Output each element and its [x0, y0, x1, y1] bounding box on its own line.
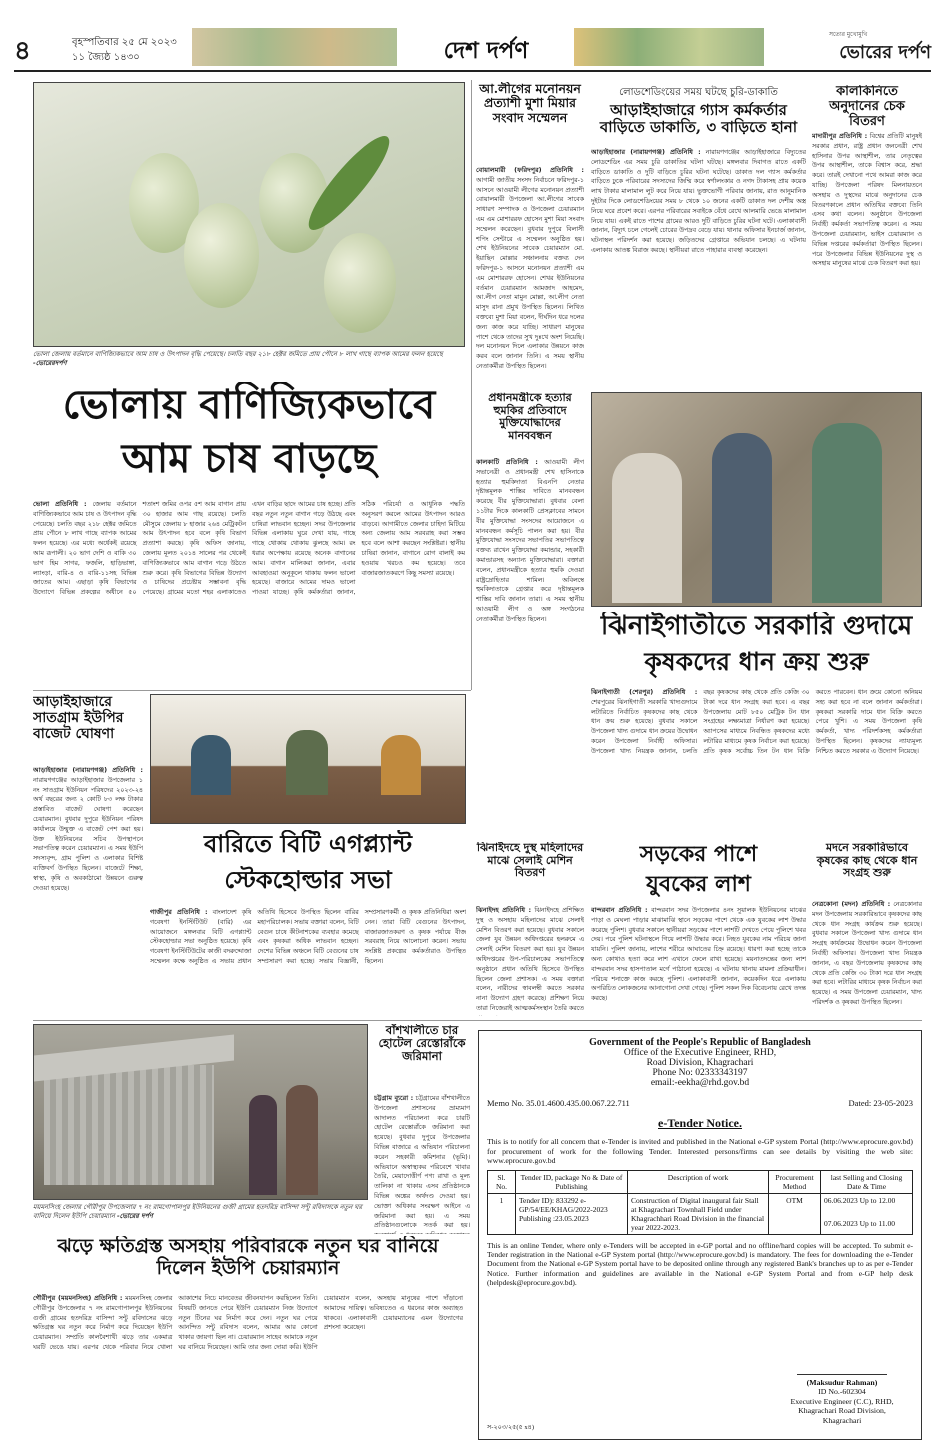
budget-body	[33, 766, 143, 1016]
page-number: ৪	[14, 36, 31, 66]
section-title: দেশ দর্পণ	[443, 37, 529, 64]
tender-division-line: Road Division, Khagrachari	[646, 1058, 754, 1068]
tender-notes: This is an online Tender, where only e-Tenders will be accepted in e-GP portal and no offline/hard copies will be accepted. To submit e-Tender registration in the National e-GP System portal (http://www.eprocure.gov.bd) is mandatory. The fees for downloading the e-Tender Document from the National e-GP System portal have to be deposited online through any registered Bank's branches up to as per e-Tender Notice. Further information and guidelines are available in the National e-GP System Portal and from e-GP help desk (helpdesk@eprocure.gov.bd).	[487, 1240, 913, 1288]
gas-dateline: আড়াইহাজার (নারায়ণগঞ্জ) প্রতিনিধি :	[591, 148, 701, 156]
madan-body-text: নেত্রকোনার মদন উপজেলায় সরকারিভাবে কৃষকদের কাছ থেকে ধান সংগ্রহ কার্যক্রম শুরু হয়েছে। বুধবার সকালে উপজেলা খাদ্য গুদামে ধান সংগ্রহ কার্যক্রমের উদ্বোধন করেন উপজেলা নির্বাহী অফিসার। উপজেলা খাদ্য নিয়ন্ত্রক জানান, এ বছর উপজেলায় কৃষকদের কাছ থেকে প্রতি কেজি ৩০ টাকা দরে ধান সংগ্রহ করা হবে। লটারির মাধ্যমে কৃষক নির্বাচন করা হয়েছে। এ সময় উপজেলা চেয়ারম্যান, খাদ্য পরিদর্শক ও কৃষকরা উপস্থিত ছিলেন।	[812, 901, 922, 1006]
storm-headline: ঝড়ে ক্ষতিগ্রস্ত অসহায় পরিবারকে নতুন ঘর বানিয়ে দিলেন ইউপি চেয়ারম্যান	[57, 1236, 439, 1279]
kalkini-body-text: বিশ্বের প্রতিটি মানুষই সরকার প্রধান, রাষ্ট্র প্রধান জননেত্রী শেখ হাসিনার উপর আস্থাশীল, তার নেতৃত্বের উপর আস্থাশীল, তাকে বিশ্বাস করে, শ্রদ্ধা করে। তারই দেখানো পথে আমরা কাজ করে যাচ্ছি। উপজেলা পরিষদ মিলনায়তনে অসহায় ও দুস্থদের মাঝে অনুদানের চেক বিতরণকালে প্রধান অতিথির বক্তব্যে তিনি এসব কথা বলেন। অনুষ্ঠানে উপজেলা নির্বাহী কর্মকর্তা সভাপতিত্ব করেন। এ সময় উপজেলা চেয়ারম্যান, ভাইস চেয়ারম্যান ও বিভিন্ন দপ্তরের কর্মকর্তারা উপস্থিত ছিলেন। পরে উপজেলার বিভিন্ন ইউনিয়নের দুস্থ ও অসহায় মানুষের মাঝে চেক বিতরণ করা হয়।	[812, 133, 922, 268]
jhenaidah-headline: ঝিনাইদহে দুস্থ মহিলাদের মাঝে সেলাই মেশিন বিতরণ	[476, 842, 584, 880]
tender-title: e-Tender Notice.	[658, 1116, 742, 1130]
bt-headline-1: বারিতে বিটি এগপ্ল্যান্ট	[203, 830, 413, 858]
mango-caption	[33, 350, 465, 370]
kalkini-body	[812, 132, 922, 388]
awami-dateline: বোয়ালমারী (ফরিদপুর) প্রতিনিধি :	[476, 166, 584, 174]
budget-headline: আড়াইহাজারে সাতগ্রাম ইউপির বাজেট ঘোষণা	[33, 694, 124, 743]
body-found-dateline: বান্দরবান প্রতিনিধি :	[591, 906, 648, 914]
th-tender: Tender ID, package No & Date of Publishing	[516, 1170, 628, 1193]
tender-intro: This is to notify for all concern that e-Tender is invited and published in the National e-GP system Portal (http://www.eprocure.gov.bd) for procurement of work for the following Tender. Interested persons/firms can see details by visiting the web site: www.eprocure.gov.bd	[487, 1137, 913, 1165]
th-method: Procurement Method	[769, 1170, 821, 1193]
house-caption-text: ময়মনসিংহ জেলার গৌরীপুর উপজেলার ৭ নং রামগোপালপুর ইউনিয়নের গুজী গ্রামের হতদরিদ্র বাসিন্দা সন্টু রবিদাসকে নতুন ঘর বানিয়ে দিলেন ইউপি চেয়ারম্যান	[33, 1203, 363, 1220]
header-date-1: বৃহস্পতিবার ২৫ মে ২০২৩	[72, 37, 177, 48]
pm-threat-dateline: কালকাটি প্রতিনিধি :	[476, 458, 538, 466]
tender-notice	[478, 1030, 922, 1440]
jhenaigati-body	[591, 688, 922, 836]
mango-body-text: জেলায় বর্তমানে বাণিজ্যিকভাবে আম চাষ ও উৎপাদন বৃদ্ধি পেয়েছে। চলতি বছর ২১৮ হেক্টর জমিতে প্রায় পৌনে ৮ লাখ গাছে ব্যাপক আমের ফলন হয়েছে। এর মধ্যে অর্ধেকই রয়েছে আম রূপালী। ২০ ভাগ দেশি ও বাকি ৩০ ভাগ হিম সাগর, ফজলি, হাড়িভাঙ্গা, ল্যাংড়া, বারি-৪ ও বারি-১১সহ বিভিন্ন জাতের আম। এছাড়া কৃষি বিভাগের উদ্যোগে বিভিন্ন প্রকল্পের অধীনে ৫০ শতাংশ জমির ওপর ৫শ আম বাগান প্রায় ৩০ হাজার আম গাছ রয়েছে। চলতি মৌসুমে জেলায় ৮ হাজার ২৬৪ মেট্রিকটন আম উৎপাদন হবে বলে কৃষি বিভাগ প্রত্যাশা করছে। কৃষি অফিস জানায়, জেলায় মূলত ২০১৪ সালের পর থেকেই বাণিজ্যিকভাবে আম বাগান গড়ে উঠতে শুরু করে। কৃষি বিভাগের বিভিন্ন উদ্যোগ ও চাষিদের প্রচেষ্টায় সম্ভাবনা বৃদ্ধি পেয়েছে। গ্রামের মতো শহর এলাকাতেও এখন বাড়ির ছাদে আমের চাষ হচ্ছে। প্রতি বছর নতুন নতুন বাগান গড়ে উঠছে এবং চাষিরা লাভবান হচ্ছেন। সদর উপজেলার বিভিন্ন এলাকায় ঘুরে দেখা যায়, গাছে গাছে থোকায় থোকায় ঝুলছে আম। রং ধরার অপেক্ষায় রয়েছে অনেক বাগানের আম। বাগান মালিকরা জানান, এবার আবহাওয়া অনুকূলে থাকায় ফলন ভালো হয়েছে। বাজারে আমের দামও ভালো পাওয়া যাচ্ছে। কৃষি কর্মকর্তারা জানান, সঠিক পরিচর্যা ও আধুনিক পদ্ধতি অনুসরণ করলে আমের উৎপাদন আরও বাড়বে। আগামীতে জেলার চাহিদা মিটিয়ে অন্য জেলায় আম সরবরাহ করা সম্ভব হবে বলে আশা করছেন সংশ্লিষ্টরা। স্থানীয় চাষিরা জানান, বাগানে রোগ বালাই কম হওয়ায় খরচও কম হয়েছে। তবে বাজারজাতকরণে কিছু সমস্যা রয়েছে।	[33, 501, 465, 597]
gas-body	[591, 148, 806, 388]
cell-tender: Tender ID): 833292 e-GP/54/EE/KHAG/2022-2023 Publishing :23.05.2023	[516, 1193, 628, 1234]
madan-dateline: নেত্রকোনা (মদন) প্রতিনিধি :	[812, 900, 891, 908]
kalkini-dateline: মাদারীপুর প্রতিনিধি :	[812, 132, 868, 140]
cell-date-2: 07.06.2023 Up to 11.00	[824, 1218, 895, 1228]
storm-dateline: গৌরীপুর (ময়মনসিংহ) প্রতিনিধি :	[33, 1294, 123, 1302]
awami-headline: আ.লীগের মনোনয়ন প্রত্যাশী মুশা মিয়ার সংবাদ সম্মেলন	[479, 82, 581, 125]
tender-signature	[777, 1363, 907, 1426]
sig-id: ID No.-602304	[818, 1387, 866, 1396]
tender-memo: Memo No. 35.01.4600.435.00.067.22.711	[487, 1098, 630, 1108]
paper-tagline: সত্যের মুখোমুখি	[829, 31, 868, 38]
header-date-2: ১১ জ্যৈষ্ঠ ১৪৩০	[72, 52, 140, 63]
sig-office: Khagrachari Road Division,	[798, 1406, 886, 1415]
storm-body	[33, 1294, 463, 1434]
bashkhali-dateline: চট্টগ্রাম ব্যুরো :	[374, 1094, 414, 1102]
tender-date: Dated: 23-05-2023	[848, 1098, 913, 1108]
mango-caption-text: ভোলা জেলায় বর্তমানে বাণিজ্যিকভাবে আম চাষ ও উৎপাদন বৃদ্ধি পেয়েছে। চলতি বছর ২১৮ হেক্টর জমিতে প্রায় পৌনে ৮ লাখ গাছে ব্যাপক আমের ফলন হয়েছে	[33, 350, 443, 358]
bashkhali-body	[374, 1094, 470, 1234]
table-row	[488, 1193, 913, 1234]
bt-dateline: গাজীপুর প্রতিনিধি :	[150, 908, 208, 916]
cell-date-1: 06.06.2023 Up to 12.00	[824, 1195, 896, 1205]
madan-body	[812, 900, 922, 1016]
th-dates: last Selling and Closing Date & Time	[821, 1170, 913, 1193]
ad-code: স-২০৩/২৫(৫ x৪)	[487, 1424, 535, 1431]
pm-threat-body-text: আওয়ামী লীগ সভানেত্রী ও প্রধানমন্ত্রী শেখ হাসিনাকে হত্যার হুমকিদাতা বিএনপি নেতার দৃষ্টান্তমূলক শাস্তির দাবিতে মানববন্ধন করেছে বীর মুক্তিযোদ্ধারা। বুধবার বেলা ১১টার দিকে কালকাটি প্রেসক্লাবের সামনে বীর মুক্তিযোদ্ধা সংসদের আয়োজনে এ মানববন্ধন কর্মসূচি পালন করা হয়। বীর মুক্তিযোদ্ধা সংসদের সভাপতির সভাপতিত্বে বক্তব্য রাখেন মুক্তিযোদ্ধা কমান্ডার, সহকারী কমান্ডারসহ অন্যান্য মুক্তিযোদ্ধারা। বক্তারা বলেন, প্রধানমন্ত্রীকে হত্যার হুমকি দেওয়া রাষ্ট্রদ্রোহিতার শামিল। অবিলম্বে হুমকিদাতাকে গ্রেপ্তার করে দৃষ্টান্তমূলক শাস্তির দাবি জানান তারা। এ সময় স্থানীয় আওয়ামী লীগ ও অঙ্গ সংগঠনের নেতাকর্মীরা উপস্থিত ছিলেন।	[476, 459, 584, 623]
gas-headline: আড়াইহাজারে গ্যাস কর্মকর্তার বাড়িতে ডাকাতি, ৩ বাড়িতে হানা	[599, 102, 798, 137]
body-found-text: বান্দরবান সদর উপজেলার ৪নং সুয়ালক ইউনিয়নের মাঝের পাড়া ও মেঘলা পাড়ার মাঝামাঝি স্থানে সড়কের পাশে থেকে এক যুবকের লাশ উদ্ধার করেছে পুলিশ। বুধবার সকালে স্থানীয়রা সড়কের পাশে লাশটি দেখতে পেয়ে পুলিশে খবর দেয়। পরে পুলিশ ঘটনাস্থলে গিয়ে লাশটি উদ্ধার করে। নিহত যুবকের নাম পরিচয় জানা যায়নি। পুলিশ জানায়, লাশের শরীরে আঘাতের চিহ্ন রয়েছে। ধারণা করা হচ্ছে তাকে অন্য কোথাও হত্যা করে লাশ এখানে ফেলে রাখা হয়েছে। ময়নাতদন্তের জন্য লাশ বান্দরবান সদর হাসপাতাল মর্গে পাঠানো হয়েছে। এ ঘটনায় থানায় মামলা প্রক্রিয়াধীন। পরিচয় শনাক্তে কাজ করছে পুলিশ। এলাকাবাসী জানান, কয়েকদিন ধরে এলাকায় অপরিচিত লোকজনের আনাগোনা দেখা গেছে। পুলিশ সকল দিক বিবেচনায় রেখে তদন্ত করছে।	[591, 907, 806, 1003]
house-caption-credit: -ভোরের দর্পণ	[116, 1212, 153, 1220]
meeting-photo	[150, 694, 466, 824]
jhenaigati-photo	[591, 392, 922, 607]
awami-body	[476, 166, 584, 388]
bt-body-text: বাংলাদেশ কৃষি গবেষণা ইনস্টিটিউট (বারি) এর আয়োজনে মঙ্গলবার বিটি এগপ্ল্যান্ট স্টেকহোল্ডার সভা অনুষ্ঠিত হয়েছে। কৃষি গবেষণা ইনস্টিটিউটের কাজী বদরুদ্দোজা সম্মেলন কক্ষে অনুষ্ঠিত এ সভায় প্রধান অতিথি হিসেবে উপস্থিত ছিলেন বারির মহাপরিচালক। সভায় বক্তারা বলেন, বিটি বেগুন চাষে কীটনাশকের ব্যবহার কমেছে এবং কৃষকরা অধিক লাভবান হচ্ছেন। দেশের বিভিন্ন অঞ্চলে বিটি বেগুনের চাষ সম্প্রসারণ করা হচ্ছে। সভায় বিজ্ঞানী, সম্প্রসারণকর্মী ও কৃষক প্রতিনিধিরা অংশ নেন। তারা বিটি বেগুনের উৎপাদন, বাজারজাতকরণ ও কৃষক পর্যায়ে বীজ সরবরাহ নিয়ে আলোচনা করেন। সভায় সংশ্লিষ্ট প্রকল্পের কর্মকর্তারাও উপস্থিত ছিলেন।	[150, 909, 466, 965]
budget-body-text: নারায়ণগঞ্জের আড়াইহাজার উপজেলার ১ নং সাতগ্রাম ইউনিয়ন পরিষদের ২০২৩-২৪ অর্থ বছরের জন্য ২ কোটি ৮৩ লক্ষ টাকার প্রস্তাবিত বাজেট ঘোষণা করেছেন চেয়ারম্যান। বুধবার দুপুরে ইউনিয়ন পরিষদ কার্যালয়ে উন্মুক্ত এ বাজেট পেশ করা হয়। উক্ত ইউনিয়নের সচিব উপস্থাপনে সভাপতিত্ব করেন চেয়ারম্যান। এ সময় ইউপি সদস্যবৃন্দ, গ্রাম পুলিশ ও এলাকার বিশিষ্ট ব্যক্তিবর্গ উপস্থিত ছিলেন। বাজেটে শিক্ষা, স্বাস্থ্য, কৃষি ও অবকাঠামো উন্নয়নে গুরুত্ব দেওয়া হয়েছে।	[33, 776, 143, 892]
jhenaigati-dateline: ঝিনাইগাতী (শেরপুর) প্রতিনিধি :	[591, 688, 698, 696]
body-found-body	[591, 906, 806, 1016]
cell-desc: Construction of Digital inaugural fair Stall at Khagrachari Townhall Field under Khagrachhari Road Division in the financial year 2022-2023.	[628, 1193, 769, 1234]
paper-logo: ভোরের দর্পণ	[839, 42, 931, 63]
th-sl: Sl. No.	[488, 1170, 516, 1193]
jhenaigati-headline-1: ঝিনাইগাতীতে সরকারি গুদামে	[600, 612, 913, 641]
tender-phone-line: Phone No: 02333343197	[652, 1068, 748, 1078]
sig-place: Khagrachari	[822, 1415, 862, 1425]
cell-sl: 1	[488, 1193, 516, 1234]
tender-table-header	[488, 1170, 913, 1193]
header-strip-left	[192, 28, 397, 66]
body-headline-2: যুবকের লাশ	[646, 872, 751, 897]
pm-threat-body	[476, 458, 584, 838]
gas-kicker: লোডশেডিংয়ের সময় ঘটছে চুরি-ডাকাতি	[619, 87, 778, 98]
tender-gov-line: Government of the People's Republic of Bangladesh	[589, 1037, 811, 1048]
sig-title: Executive Engineer (C.C), RHD,	[790, 1396, 894, 1406]
bashkhali-headline: বাঁশখালীতে চার হোটেল রেস্তোরাঁকে জরিমানা	[378, 1024, 466, 1064]
house-photo	[33, 1024, 368, 1200]
tender-table	[487, 1170, 913, 1235]
signature-mark	[797, 1363, 887, 1375]
kalkini-headline: কালকিনিতে অনুদানের চেক বিতরণ	[829, 85, 905, 129]
mango-headline-1: ভোলায় বাণিজ্যিকভাবে	[62, 382, 436, 428]
tender-office-line: Office of the Executive Engineer, RHD,	[623, 1048, 777, 1058]
budget-dateline: আড়াইহাজার (নারায়ণগঞ্জ) প্রতিনিধি :	[33, 766, 143, 774]
th-desc: Description of work	[628, 1170, 769, 1193]
jhenaidah-body-text: ঝিনাইদহে প্রশিক্ষিত দুস্থ ও অসহায় মহিলাদের মাঝে সেলাই মেশিন বিতরণ করা হয়েছে। বুধবার সকালে জেলা যুব উন্নয়ন অধিদপ্তরের হলরুমে এ সেলাই মেশিন বিতরণ করা হয়। যুব উন্নয়ন অধিদপ্তরের উপ-পরিচালকের সভাপতিত্বে অনুষ্ঠানে প্রধান অতিথি হিসেবে উপস্থিত ছিলেন জেলা প্রশাসক। এ সময় বক্তারা বলেন, নারীদের স্বাবলম্বী করতে সরকার নানা উদ্যোগ গ্রহণ করেছে। প্রশিক্ষণ নিয়ে তারা নিজেরাই আত্মকর্মসংস্থান তৈরি করতে	[476, 907, 584, 1012]
madan-headline: মদনে সরকারিভাবে কৃষকের কাছ থেকে ধান সংগ্রহ শুরু	[816, 842, 918, 880]
bt-body	[150, 908, 466, 1016]
bashkhali-body-text: চট্টগ্রামের বাঁশখালীতে উপজেলা প্রশাসনের ভ্রাম্যমাণ আদালত পরিচালনা করে চারটি হোটেল রেস্তোরাঁকে জরিমানা করা হয়েছে। বুধবার দুপুরে উপজেলার বিভিন্ন বাজারে এ অভিযান পরিচালনা করেন সহকারী কমিশনার (ভূমি)। অভিযানে অস্বাস্থ্যকর পরিবেশে খাবার তৈরি, মেয়াদোত্তীর্ণ পণ্য রাখা ও মূল্য তালিকা না থাকায় এসব প্রতিষ্ঠানকে বিভিন্ন অঙ্কের অর্থদণ্ড দেওয়া হয়। ভোক্তা অধিকার সংরক্ষণ আইনে এ জরিমানা করা হয়। এ সময় প্রতিষ্ঠানগুলোকে সতর্ক করা হয়।	[374, 1095, 470, 1230]
cell-dates	[821, 1193, 913, 1234]
sig-name: (Maksudur Rahman)	[806, 1377, 878, 1387]
storm-body-text: ময়মনসিংহ জেলার গৌরীপুর উপজেলার ৭ নং রামগোপালপুর ইউনিয়নের গুজী গ্রামের হতদরিদ্র বাসিন্দা সন্টু রবিদাসের ঝড়ে ক্ষতিগ্রস্ত ঘর নতুন করে নির্মাণ করে দিয়েছেন ইউপি চেয়ারম্যান। সম্প্রতি কালবৈশাখী ঝড়ে তার একমাত্র ঘরটি ভেঙে যায়। এরপর থেকে পরিবার নিয়ে খোলা আকাশের নিচে মানবেতর জীবনযাপন করছিলেন তিনি। বিষয়টি জানতে পেরে ইউপি চেয়ারম্যান নিজ উদ্যোগে নতুন টিনের ঘর নির্মাণ করে দেন। নতুন ঘর পেয়ে আনন্দিত সন্টু রবিদাস বলেন, আমার আর কোনো থাকার জায়গা ছিল না। চেয়ারম্যান সাহেব আমাকে নতুন ঘর বানিয়ে দিয়েছেন। আমি তার জন্য দোয়া করি। ইউপি চেয়ারম্যান বলেন, অসহায় মানুষের পাশে দাঁড়ানো আমাদের দায়িত্ব। ভবিষ্যতেও এ ধরনের কাজ অব্যাহত থাকবে। এলাকাবাসী চেয়ারম্যানের এমন উদ্যোগের প্রশংসা করেছেন।	[33, 1295, 463, 1351]
awami-body-text: আগামী জাতীয় সংসদ নির্বাচনে ফরিদপুর-১ আসনে আওয়ামী লীগের মনোনয়ন প্রত্যাশী বোয়ালমারী উপজেলা আ.লীগের সাবেক সাধারণ সম্পাদক ও উপজেলা চেয়ারম্যান এম এম মোশাররফ হোসেন মুশা মিয়া সংবাদ সম্মেলন করেছেন। বুধবার দুপুরে বিলাসী শপিং সেন্টারে এ সম্মেলন অনুষ্ঠিত হয়। শেখ ইউনিয়নের সাবেক চেয়ারম্যান মো. ইয়াছিন মোল্লার সঞ্চালনায় বক্তব্য দেন ফরিদপুর-১ আসনে মনোনয়ন প্রত্যাশী এম এম মোশাররফ হোসেন। শেখর ইউনিয়নের বর্তমান চেয়ারম্যান আমজাদ আহমেদ, আ.লীগ নেতা মামুন মোল্লা, আ.লীগ নেতা মাসুদ রানা প্রমুখ উপস্থিত ছিলেন। লিখিত বক্তব্যে মুশা মিয়া বলেন, দীর্ঘদিন ধরে দলের জন্য কাজ করে যাচ্ছি। সাধারণ মানুষের পাশে থেকে তাদের সুখ দুঃখে অংশ নিয়েছি। দল মনোনয়ন দিলে এলাকার উন্নয়নে কাজ করব বলে জানান তিনি। এ সময় স্থানীয় নেতাকর্মীরা উপস্থিত ছিলেন।	[476, 176, 584, 370]
jhenaidah-dateline: ঝিনাইদহ প্রতিনিধি :	[476, 906, 532, 914]
masthead	[14, 26, 931, 72]
mango-caption-credit: -ভোরেরদর্পণ	[33, 359, 67, 367]
header-strip-right	[574, 28, 764, 66]
house-caption	[33, 1203, 368, 1233]
cell-method: OTM	[769, 1193, 821, 1234]
tender-email-line: email:-eekha@rhd.gov.bd	[650, 1078, 750, 1088]
mango-photo	[33, 82, 465, 347]
bt-headline-2: স্টেকহোল্ডার সভা	[224, 866, 392, 894]
jhenaigati-headline-2: কৃষকদের ধান ক্রয় শুরু	[644, 648, 869, 676]
jhenaigati-body-text: শেরপুরের ঝিনাইগাতী সরকারি খাদ্যগুদামে লটারিতে নির্বাচিত কৃষকদের কাছ থেকে ধান ক্রয় শুরু হয়েছে। বুধবার সকালে উপজেলা খাদ্য গুদামে ধান ক্রয়ের উদ্বোধন করেন উপজেলা নির্বাহী অফিসার। উপজেলা খাদ্য নিয়ন্ত্রক জানান, চলতি বছর কৃষকদের কাছ থেকে প্রতি কেজি ৩০ টাকা দরে ধান সংগ্রহ করা হবে। এ বছর উপজেলায় মোট ৮৫০ মেট্রিক টন ধান সংগ্রহের লক্ষ্যমাত্রা নির্ধারণ করা হয়েছে। অ্যাপসের মাধ্যমে নিবন্ধিত কৃষকদের মধ্যে লটারির মাধ্যমে কৃষক নির্বাচন করা হয়েছে। প্রতি কৃষক সর্বোচ্চ তিন টন ধান বিক্রি করতে পারবেন। ধান ক্রয়ে কোনো অনিয়ম সহ্য করা হবে না বলে জানান কর্মকর্তারা। কৃষকরা সরকারি দামে ধান বিক্রি করতে পেরে খুশি। এ সময় উপজেলা কৃষি কর্মকর্তা, খাদ্য পরিদর্শকসহ কর্মকর্তারা উপস্থিত ছিলেন। কৃষকদের ন্যায্যমূল্য নিশ্চিত করতে সরকার এ উদ্যোগ নিয়েছে।	[591, 689, 922, 755]
jhenaidah-body	[476, 906, 584, 1016]
mango-dateline: ভোলা প্রতিনিধি :	[33, 500, 87, 508]
body-headline-1: সড়কের পাশে	[639, 842, 758, 867]
mango-headline-2: আম চাষ বাড়ছে	[121, 436, 377, 482]
pm-threat-headline: প্রধানমন্ত্রীকে হত্যার হুমকির প্রতিবাদে মুক্তিযোদ্ধাদের মানববন্ধন	[488, 392, 572, 442]
gas-body-text: নারায়ণগঞ্জের আড়াইহাজারে বিদ্যুতের লোডশেডিং এর সময় চুরি ডাকাতির ঘটনা ঘটছে। মঙ্গলবার দিবাগত রাতে একটি বাড়িতে ডাকাতি ও দুটি বাড়িতে চুরির ঘটনা ঘটেছে। ডাকাত দল গ্যাস কর্মকর্তার বাড়িতে ঢুকে পরিবারের সদস্যদের জিম্মি করে স্বর্ণালংকার ও নগদ টাকাসহ প্রায় কয়েক লাখ টাকার মালামাল লুট করে নিয়ে যায়। ভুক্তভোগী পরিবার জানায়, রাত আনুমানিক দুইটার দিকে লোডশেডিংয়ের সময় ৮ থেকে ১০ জনের একটি ডাকাত দল দেশীয় অস্ত্র নিয়ে ঘরে প্রবেশ করে। এরপর পরিবারের সবাইকে বেঁধে রেখে আলমারি ভেঙে মালামাল নিয়ে যায়। একই রাতে পাশের গ্রামের আরও দুটি বাড়িতে চুরির ঘটনা ঘটে। এলাকাবাসী জানান, বিদ্যুৎ চলে গেলেই চোরের উপদ্রব বেড়ে যায়। থানার অফিসার ইনচার্জ জানান, ঘটনাস্থল পরিদর্শন করা হয়েছে। জড়িতদের গ্রেপ্তারে অভিযান চলছে। এ ঘটনায় এলাকায় আতঙ্ক বিরাজ করছে। স্থানীয়রা রাতে পাহারার ব্যবস্থা করেছেন।	[591, 149, 806, 254]
mango-body	[33, 500, 465, 684]
